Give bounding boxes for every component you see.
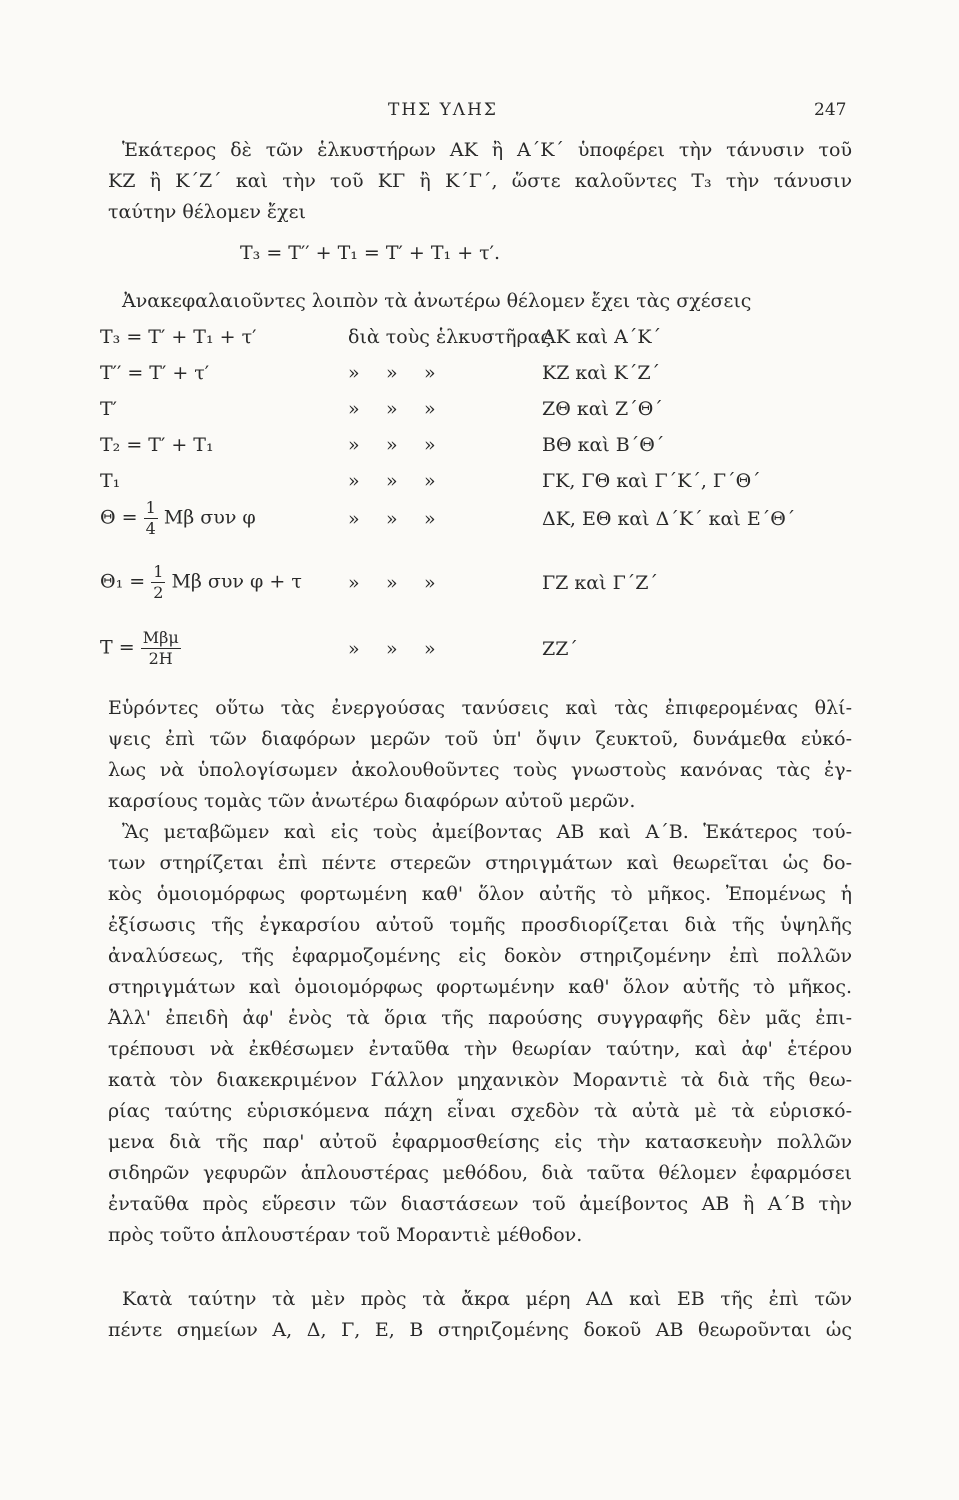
ditto-marks: » » » [348,434,436,456]
text-line: ΚΖ ἢ Κ΄Ζ΄ καὶ τὴν τοῦ ΚΓ ἢ Κ΄Γ΄, ὥστε καλοῦντες Τ₃ τὴν τάνυσιν [108,170,852,192]
text-line: ρίας ταύτης εὑρισκόμενα πάχη εἶναι σχεδὸν τὰ αὐτὰ μὲ τὰ εὑρισκό- [108,1100,852,1122]
text-line: πρὸς τοῦτο ἁπλουστέραν τοῦ Μοραντιὲ μέθοδον. [108,1224,583,1246]
summary-intro: Ἀνακεφαλαιοῦντες λοιπὸν τὰ ἀνωτέρω θέλομεν ἔχει τὰς σχέσεις [122,290,752,312]
ditto-marks: » » » [348,362,436,384]
relation-members: ΖΖ΄ [542,638,578,660]
text-line: ἐξίσωσις τῆς ἐγκαρσίου αὐτοῦ τομῆς προσδιορίζεται διὰ τῆς ὑψηλῆς [108,914,852,936]
text-line: καρσίους τομὰς τῶν ἀνωτέρω διαφόρων αὐτοῦ μερῶν. [108,790,636,812]
relation-formula: Τ′′ = Τ′ + τ′ [100,362,210,384]
fraction: $\frac{1}{2}$ [153,562,164,602]
relation-members: ΚΖ καὶ Κ΄Ζ΄ [542,362,661,384]
relation-formula: Τ₃ = Τ′ + Τ₁ + τ′ [100,326,257,348]
relation-members: ΔΚ, ΕΘ καὶ Δ΄Κ΄ καὶ Ε΄Θ΄ [542,508,796,530]
text-line: Ἀλλ' ἐπειδὴ ἀφ' ἑνὸς τὰ ὅρια τῆς παρούσης συγγραφῆς δὲν μᾶς ἐπι- [108,1007,852,1029]
relation-row [100,326,860,366]
relation-row [100,624,860,672]
text-line: ἐνταῦθα πρὸς εὕρεσιν τῶν διαστάσεων τοῦ ἀμείβοντος ΑΒ ἢ Α΄Β τὴν [108,1193,852,1215]
paragraph-tension [108,135,852,228]
text-line: ἀναλύσεως, τῆς ἐφαρμοζομένης εἰς δοκὸν στηριζομένην ἐπὶ πολλῶν [108,945,852,967]
relation-formula: Τ₂ = Τ′ + Τ₁ [100,434,214,456]
ditto-marks: » » » [348,470,436,492]
page-header [0,100,959,130]
relation-via: διὰ τοὺς ἑλκυστῆρας [348,326,552,348]
relation-formula: Θ₁ = $\frac{1}{2}$ Μβ συν φ + τ [100,562,302,602]
paragraph-results [108,693,852,817]
relation-members: ΒΘ καὶ Β΄Θ΄ [542,434,665,456]
relation-formula: Τ = $\frac{\text{Μβμ}}{2H}$ [100,628,179,668]
relation-members: ΓΚ, ΓΘ καὶ Γ΄Κ΄, Γ΄Θ΄ [542,470,761,492]
relation-members: ΖΘ καὶ Ζ΄Θ΄ [542,398,663,420]
ditto-marks: » » » [348,398,436,420]
text-line: στηριγμάτων καὶ ὁμοιομόρφως φορτωμένην καθ' ὅλον αὐτῆς τὸ μῆκος. [108,976,852,998]
text-line: ταύτην θέλομεν ἔχει [108,201,306,223]
fraction: $\frac{\text{Μβμ}}{2H}$ [142,628,179,668]
text-line: κατὰ τὸν διακεκριμένον Γάλλον μηχανικὸν Μοραντιὲ τὰ διὰ τῆς θεω- [108,1069,852,1091]
relation-members: ΓΖ καὶ Γ΄Ζ΄ [542,572,659,594]
ditto-marks: » » » [348,638,436,660]
page-number: 247 [814,100,847,120]
text-line: ψεις ἐπὶ τῶν διαφόρων μερῶν τοῦ ὑπ' ὄψιν ζευκτοῦ, δυνάμεθα εὐκό- [108,728,852,750]
relation-row [100,494,860,542]
text-line: λως νὰ ὑπολογίσωμεν ἀκολουθοῦντες τοὺς γνωστοὺς κανόνας τὰς ἐγ- [108,759,852,781]
relation-row [100,362,860,402]
relation-row [100,558,860,606]
text-line: πέντε σημείων Α, Δ, Γ, Ε, Β στηριζομένης δοκοῦ ΑΒ θεωροῦνται ὡς [108,1319,852,1341]
text-line: σιδηρῶν γεφυρῶν ἁπλουστέρας μεθόδου, διὰ ταῦτα θέλομεν ἐφαρμόσει [108,1162,852,1184]
text-line: Εὑρόντες οὕτω τὰς ἐνεργούσας τανύσεις καὶ τὰς ἐπιφερομένας θλί- [108,697,852,719]
text-line: κὸς ὁμοιομόρφως φορτωμένη καθ' ὅλον αὐτῆς τὸ μῆκος. Ἐπομένως ἡ [108,883,852,905]
paragraph-beams [108,817,852,1251]
text-line: μενα διὰ τῆς παρ' αὐτοῦ ἐφαρμοσθείσης εἰς τὴν κατασκευὴν πολλῶν [108,1131,852,1153]
tension-equation: Τ₃ = Τ′′ + Τ₁ = Τ′ + Τ₁ + τ′. [240,242,501,264]
ditto-marks: » » » [348,572,436,594]
paragraph-method [108,1284,852,1346]
relation-formula: Θ = $\frac{1}{4}$ Μβ συν φ [100,498,256,538]
relation-members: ΑΚ καὶ Α΄Κ΄ [542,326,662,348]
relation-formula: Τ′ [100,398,117,420]
text-line: των στηρίζεται ἐπὶ πέντε στερεῶν στηριγμάτων καὶ θεωρεῖται ὡς δο- [108,852,852,874]
relation-row [100,398,860,438]
running-title: ΤΗΣ ΥΛΗΣ [388,100,498,120]
relation-formula: Τ₁ [100,470,121,492]
text-line: Κατὰ ταύτην τὰ μὲν πρὸς τὰ ἄκρα μέρη ΑΔ καὶ ΕΒ τῆς ἐπὶ τῶν [122,1288,852,1310]
text-line: Ἂς μεταβῶμεν καὶ εἰς τοὺς ἀμείβοντας ΑΒ καὶ Α΄Β. Ἑκάτερος τού- [122,821,852,843]
text-line: Ἑκάτερος δὲ τῶν ἑλκυστήρων ΑΚ ἢ Α΄Κ΄ ὑποφέρει τὴν τάνυσιν τοῦ [122,139,852,161]
ditto-marks: » » » [348,508,436,530]
fraction: $\frac{1}{4}$ [145,498,156,538]
text-line: τρέπουσι νὰ ἐκθέσωμεν ἐνταῦθα τὴν θεωρίαν ταύτην, καὶ ἀφ' ἑτέρου [108,1038,852,1060]
relation-row [100,434,860,474]
